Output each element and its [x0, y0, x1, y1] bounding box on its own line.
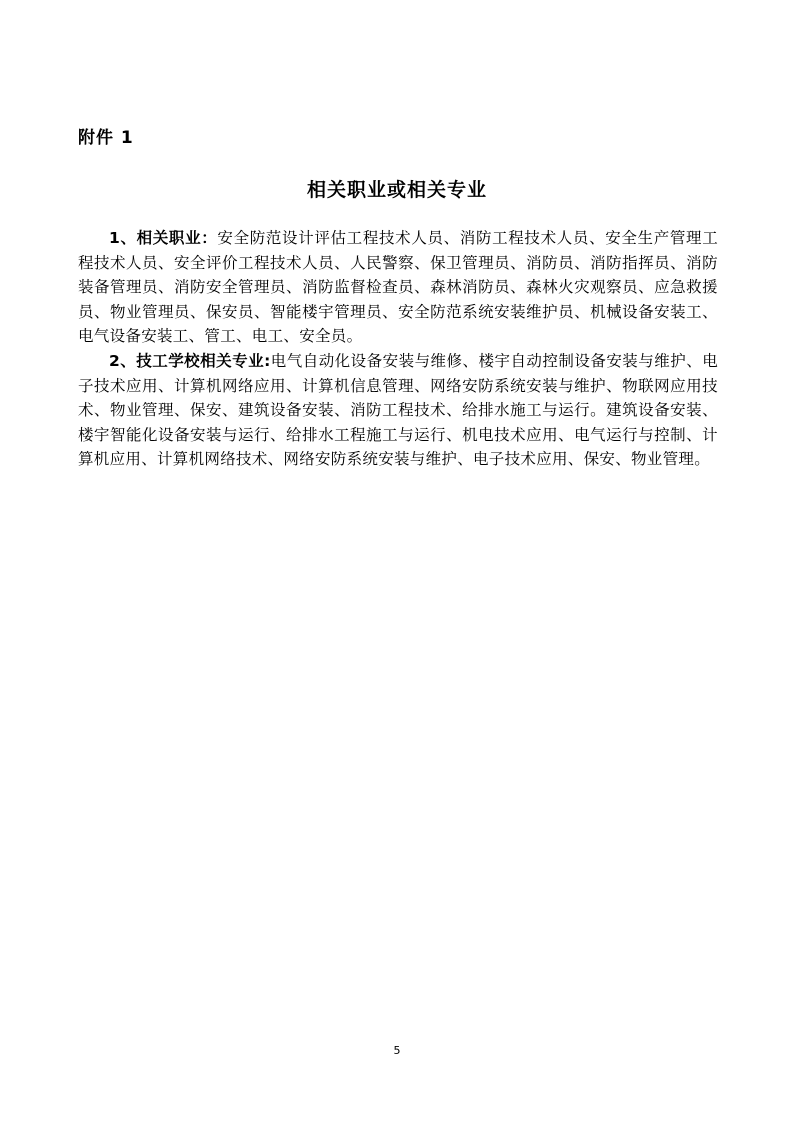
paragraph-related-occupations: [78, 226, 718, 349]
attachment-label: 附件 1: [78, 128, 134, 148]
paragraph-text-related-occupations: 安全防范设计评估工程技术人员、消防工程技术人员、安全生产管理工程技术人员、安全评价工程技术人员、人民警察、保卫管理员、消防员、消防指挥员、消防装备管理员、消防安全管理员、消防监督检查员、森林消防员、森林火灾观察员、应急救援员、物业管理员、保安员、智能楼宇管理员、安全防范系统安装维护员、机械设备安装工、电气设备安装工、管工、电工、安全员。: [78, 229, 718, 346]
paragraph-related-majors: [78, 349, 718, 472]
paragraph-lead-related-occupations: 1、相关职业：: [109, 229, 218, 247]
paragraph-text-related-majors: 电气自动化设备安装与维修、楼宇自动控制设备安装与维护、电子技术应用、计算机网络应用、计算机信息管理、网络安防系统安装与维护、物联网应用技术、物业管理、保安、建筑设备安装、消防工程技术、给排水施工与运行。建筑设备安装、楼宇智能化设备安装与运行、给排水工程施工与运行、机电技术应用、电气运行与控制、计算机应用、计算机网络技术、网络安防系统安装与维护、电子技术应用、保安、物业管理。: [78, 351, 718, 469]
document-body: [78, 226, 718, 472]
page-title: 相关职业或相关专业: [306, 179, 487, 201]
page-number: 5: [393, 1044, 401, 1057]
paragraph-lead-related-majors: 2、技工学校相关专业:: [109, 351, 271, 370]
